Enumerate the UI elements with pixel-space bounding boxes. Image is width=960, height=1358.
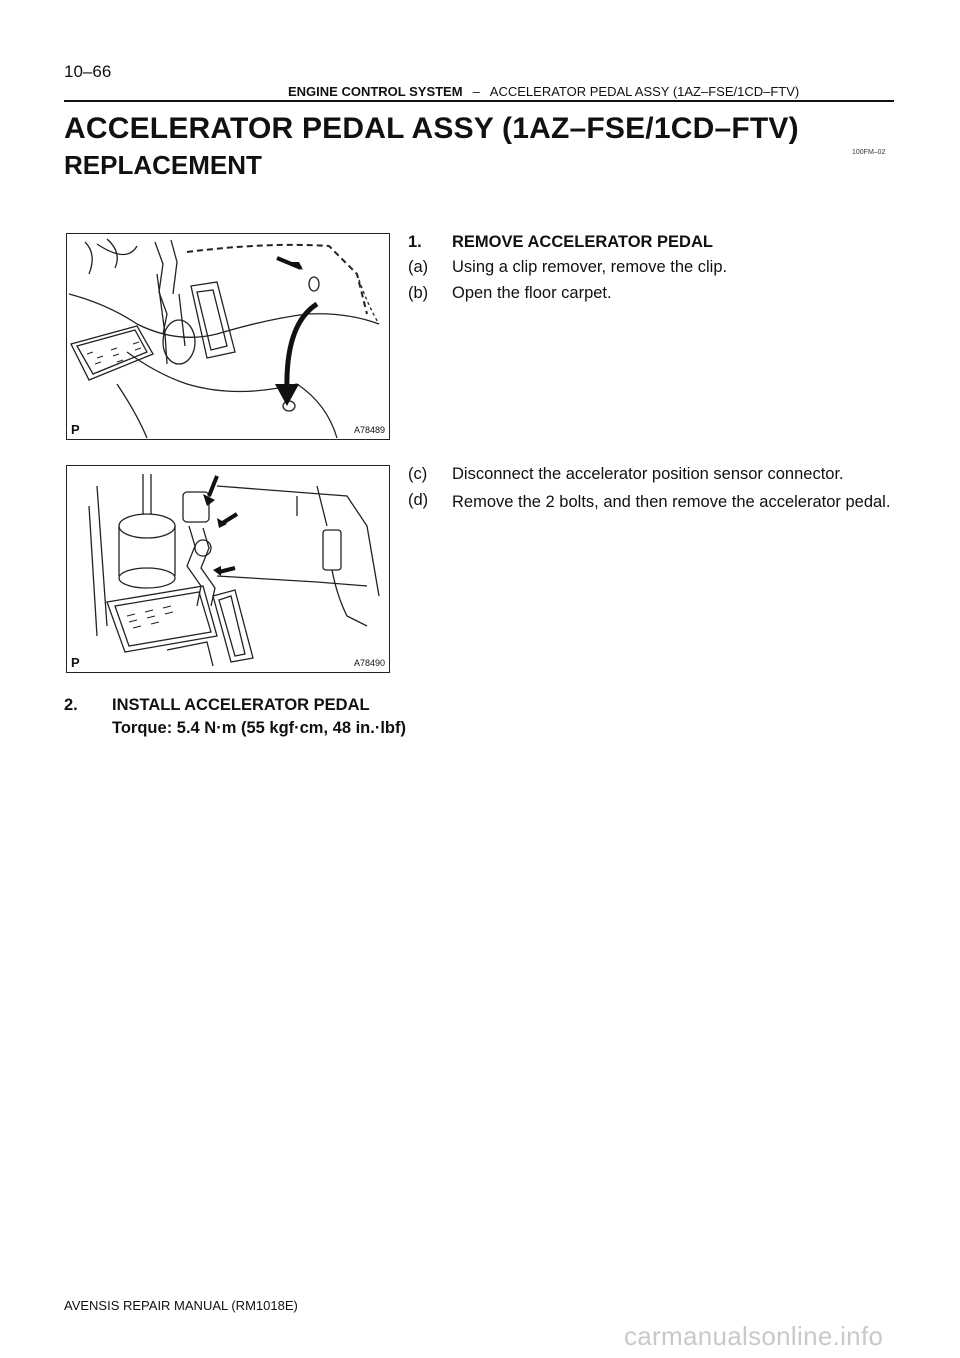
figure-pedal-bolts [66, 465, 390, 673]
step-text: INSTALL ACCELERATOR PEDAL [112, 696, 370, 714]
step-label: (b) [408, 284, 429, 302]
figure-marker: P [71, 655, 80, 670]
step-text: Remove the 2 bolts, and then remove the accelerator pedal. [452, 493, 891, 511]
step-label: (c) [408, 465, 428, 483]
figure-marker: P [71, 422, 80, 437]
manual-footer: AVENSIS REPAIR MANUAL (RM1018E) [64, 1298, 298, 1313]
torque-spec: Torque: 5.4 N·m (55 kgf·cm, 48 in.·lbf) [112, 719, 406, 737]
step-text: Using a clip remover, remove the clip. [452, 258, 728, 276]
pedal-carpet-illustration [67, 234, 389, 439]
figure-code: A78490 [353, 658, 385, 668]
watermark [0, 1320, 960, 1358]
document-id: 100FM–02 [852, 149, 886, 156]
header-separator: – [472, 84, 480, 99]
step-text: Disconnect the accelerator position sensor connector. [452, 465, 844, 483]
step-text: Open the floor carpet. [452, 284, 612, 302]
section-name: ENGINE CONTROL SYSTEM [288, 84, 463, 99]
watermark-text: carmanualsonline.info [624, 1321, 884, 1351]
header-rule [64, 100, 894, 102]
topic-name: ACCELERATOR PEDAL ASSY (1AZ–FSE/1CD–FTV) [489, 84, 800, 99]
figure-code: A78489 [353, 425, 385, 435]
running-header [288, 84, 799, 99]
page-number: 10–66 [64, 62, 112, 81]
step-label: 1. [408, 233, 422, 251]
step-label: (a) [408, 258, 429, 276]
pedal-bolts-illustration [67, 466, 389, 672]
figure-floor-carpet [66, 233, 390, 440]
step-label: 2. [64, 696, 78, 714]
step-label: (d) [408, 491, 429, 509]
step-text: REMOVE ACCELERATOR PEDAL [452, 233, 713, 251]
page-title: ACCELERATOR PEDAL ASSY (1AZ–FSE/1CD–FTV) [64, 112, 799, 145]
page-subtitle: REPLACEMENT [64, 150, 262, 180]
